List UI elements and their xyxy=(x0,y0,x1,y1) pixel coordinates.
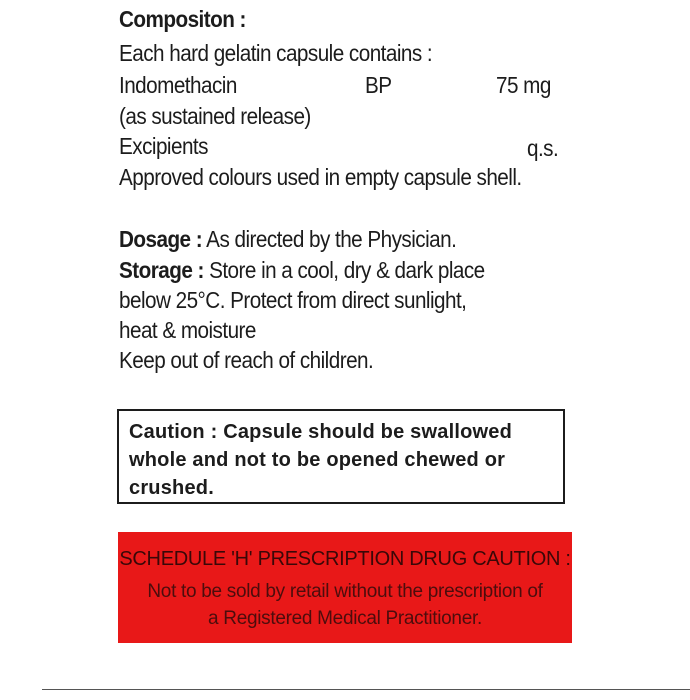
ingredient-name: Indomethacin xyxy=(119,72,237,98)
dosage-line xyxy=(119,224,456,254)
storage-line-4: Keep out of reach of children. xyxy=(119,347,374,373)
ingredient-standard: BP xyxy=(365,72,392,98)
dosage-label: Dosage : xyxy=(119,226,203,252)
colours-note: Approved colours used in empty capsule shell. xyxy=(119,164,522,190)
composition-intro: Each hard gelatin capsule contains : xyxy=(119,40,433,66)
caution-line-1: Caution : Capsule should be swallowed xyxy=(129,421,512,443)
excipients-amount: q.s. xyxy=(527,135,559,161)
caution-text xyxy=(129,418,512,502)
schedule-line-2: a Registered Medical Practitioner. xyxy=(208,608,482,629)
storage-line-2: below 25°C. Protect from direct sunlight, xyxy=(119,287,467,313)
composition-heading: Compositon : xyxy=(119,6,246,32)
ingredient-amount: 75 mg xyxy=(496,72,551,98)
schedule-heading: SCHEDULE 'H' PRESCRIPTION DRUG CAUTION : xyxy=(119,548,571,570)
caution-box xyxy=(117,409,565,504)
schedule-h-warning-box xyxy=(118,532,572,643)
schedule-line-1: Not to be sold by retail without the prescription of xyxy=(147,581,543,602)
bottom-divider xyxy=(42,689,690,690)
storage-label: Storage : xyxy=(119,257,204,283)
storage-text: Store in a cool, dry & dark place xyxy=(203,257,485,283)
storage-line-3: heat & moisture xyxy=(119,317,256,343)
storage-line-1 xyxy=(119,255,485,285)
caution-line-3: crushed. xyxy=(129,477,214,499)
excipients-label: Excipients xyxy=(119,133,208,159)
dosage-text: As directed by the Physician. xyxy=(202,226,457,252)
release-note: (as sustained release) xyxy=(119,103,311,129)
caution-line-2: whole and not to be opened chewed or xyxy=(129,449,506,471)
